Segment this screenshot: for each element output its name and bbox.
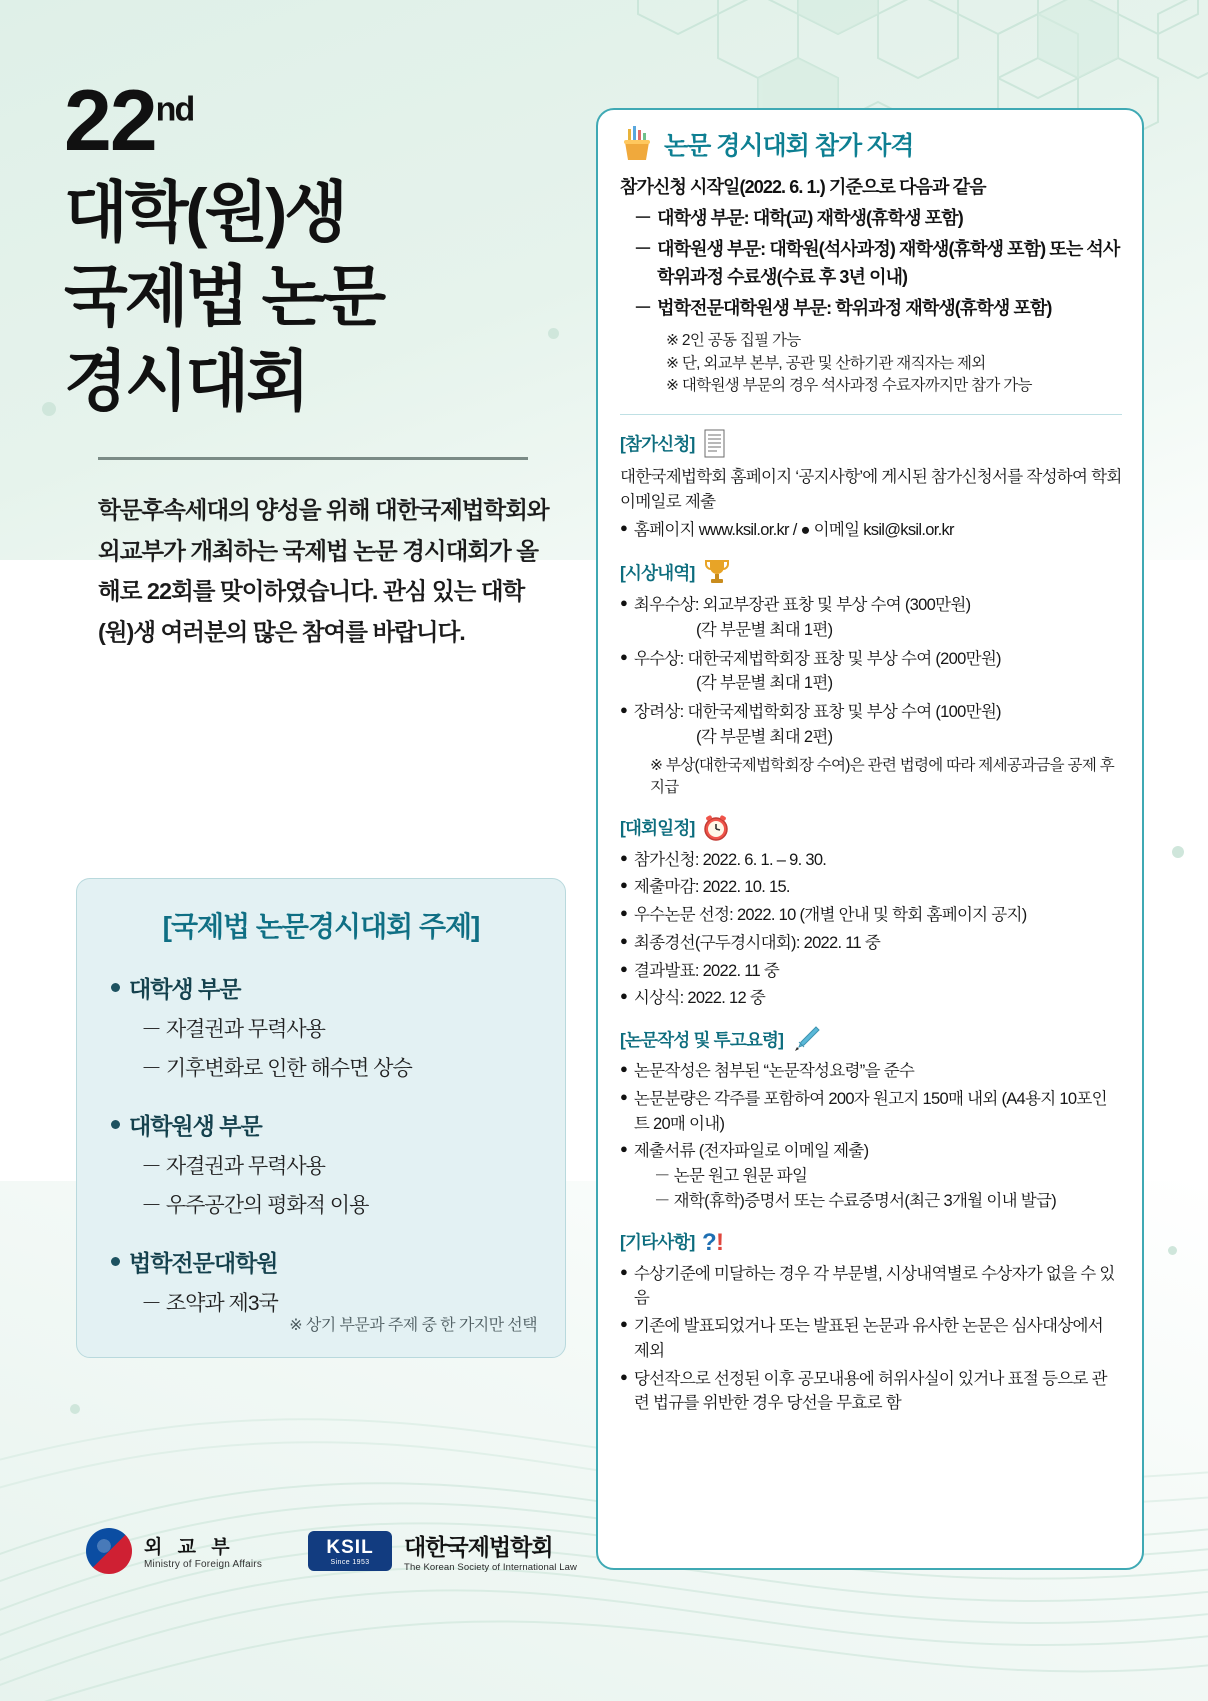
eligibility-item: [634, 236, 1122, 292]
eligibility-item-text: 대학원생 부문: 대학원(석사과정) 재학생(휴학생 포함) 또는 석사학위과정 수료생(수료 후 3년 이내): [657, 238, 1120, 287]
clock-icon: [702, 814, 730, 842]
schedule-item: [620, 986, 1122, 1011]
award-item-sub: (각 부문별 최대 1편): [696, 620, 833, 639]
eligibility-item: [634, 205, 1122, 233]
bullet-icon: ●: [620, 1141, 628, 1157]
writing-item: [620, 1139, 1122, 1164]
ksil-mark-subtext: Since 1953: [330, 1558, 370, 1566]
bullet-icon: ●: [620, 877, 628, 893]
edition-number-suffix: nd: [155, 90, 194, 129]
section-schedule-title: [620, 814, 1122, 842]
decor-dot: [42, 402, 56, 416]
etc-item: [620, 1367, 1122, 1417]
logo-ksil: [308, 1529, 577, 1573]
section-schedule-label: [대회일정]: [620, 818, 695, 839]
bullet-icon: ●: [620, 849, 628, 865]
schedule-item-text: 결과발표: 2022. 11 중: [633, 961, 780, 980]
etc-item: [620, 1262, 1122, 1312]
eligibility-item: [634, 295, 1122, 323]
section-eligibility-label: 논문 경시대회 참가 자격: [664, 132, 914, 160]
writing-item: [620, 1087, 1122, 1137]
eligibility-note: ※ 2인 공동 집필 가능: [666, 332, 801, 350]
document-icon: [702, 429, 728, 459]
etc-item: [620, 1314, 1122, 1364]
mofa-name-en: Ministry of Foreign Affairs: [144, 1559, 263, 1570]
section-writing-label: [논문작성 및 투고요령]: [620, 1029, 784, 1050]
page-title: [64, 170, 584, 423]
award-item-text: 장려상: 대한국제법학회장 표창 및 부상 수여 (100만원): [633, 703, 1001, 722]
apply-text: 대한국제법학회 홈페이지 ‘공지사항’에 게시된 참가신청서를 작성하여 학회 이메일로 제출: [620, 467, 1122, 511]
award-item-text: 최우수상: 외교부장관 표창 및 부상 수여 (300만원): [633, 596, 971, 615]
topic-item: － 조약과 제3국: [141, 1292, 278, 1315]
svg-text:!: !: [716, 1228, 724, 1256]
schedule-item: [620, 903, 1122, 928]
intro-paragraph: 학문후속세대의 양성을 위해 대한국제법학회와 외교부가 개최하는 국제법 논문 경시대회가 올해로 22회를 맞이하였습니다. 관심 있는 대학(원)생 여러분의 많은 참여를 바랍니다.: [98, 497, 549, 645]
bullet-icon: ●: [620, 648, 628, 664]
topic-group-undergraduate: [111, 971, 565, 1082]
topic-item: － 기후변화로 인한 해수면 상승: [141, 1057, 412, 1080]
schedule-item-text: 최종경선(구두경시대회): 2022. 11 중: [633, 933, 881, 952]
schedule-item: [620, 931, 1122, 956]
title-line-1: 대학(원)생: [64, 175, 345, 249]
writing-item: [620, 1059, 1122, 1084]
section-apply-label: [참가신청]: [620, 434, 695, 455]
bullet-icon: ●: [620, 702, 628, 718]
logo-row: [86, 1528, 577, 1574]
section-awards-title: [620, 557, 1122, 587]
schedule-item: [620, 959, 1122, 984]
bullet-icon: ●: [620, 1088, 628, 1104]
topics-box: [76, 878, 566, 1358]
ksil-mark-icon: [308, 1531, 392, 1571]
topic-group-label: 대학원생 부문: [129, 1113, 262, 1139]
title-line-3: 경시대회: [64, 343, 308, 418]
dash-marker: －: [634, 207, 652, 228]
eligibility-note: ※ 단, 외교부 본부, 공관 및 산하기관 재직자는 제외: [666, 354, 986, 372]
bullet-dot-icon: [111, 1257, 120, 1266]
topic-item: － 자결권과 무력사용: [141, 1018, 325, 1041]
logo-ministry-of-foreign-affairs: [86, 1528, 262, 1574]
mofa-name-ko: 외 교 부: [144, 1537, 235, 1558]
schedule-item-text: 제출마감: 2022. 10. 15.: [633, 878, 790, 897]
section-etc-title: [620, 1228, 1122, 1256]
svg-text:?: ?: [702, 1228, 717, 1256]
section-awards-label: [시상내역]: [620, 562, 695, 583]
writing-item-text: 제출서류 (전자파일로 이메일 제출): [633, 1142, 869, 1161]
schedule-item: [620, 875, 1122, 900]
award-item-sub: (각 부문별 최대 2편): [696, 727, 833, 746]
schedule-item-text: 시상식: 2022. 12 중: [633, 989, 766, 1008]
decor-dot: [1172, 846, 1184, 858]
section-eligibility-title: [620, 126, 1122, 162]
award-item-text: 우수상: 대한국제법학회장 표창 및 부상 수여 (200만원): [633, 649, 1001, 668]
bullet-icon: ●: [620, 520, 628, 536]
trophy-icon: [702, 557, 732, 587]
dash-marker: －: [634, 297, 652, 318]
writing-subitem: － 재학(휴학)증명서 또는 수료증명서(최근 3개월 이내 발급): [654, 1191, 1057, 1210]
taegeuk-icon: [86, 1528, 132, 1574]
etc-item-text: 수상기준에 미달하는 경우 각 부문별, 시상내역별로 수상자가 없을 수 있음: [633, 1264, 1115, 1308]
bullet-icon: ●: [620, 1368, 628, 1384]
pencil-cup-icon: [620, 126, 654, 162]
bullet-dot-icon: [111, 983, 120, 992]
award-item: [620, 647, 1122, 672]
info-panel: [596, 108, 1144, 1570]
writing-subitem: － 논문 원고 원문 파일: [654, 1167, 808, 1186]
decor-dot: [1168, 1246, 1177, 1255]
section-writing-title: [620, 1025, 1122, 1053]
pen-icon: [791, 1025, 821, 1053]
bullet-icon: ●: [620, 1263, 628, 1279]
topic-group-label: 대학생 부문: [129, 976, 241, 1002]
bullet-icon: ●: [620, 932, 628, 948]
schedule-item-text: 참가신청: 2022. 6. 1. – 9. 30.: [633, 850, 827, 869]
ksil-name-en: The Korean Society of International Law: [404, 1562, 577, 1573]
bullet-icon: ●: [620, 905, 628, 921]
topic-group-graduate: [111, 1108, 565, 1219]
title-line-2: 국제법 논문: [64, 259, 384, 334]
edition-number: [64, 73, 584, 169]
award-item: [620, 700, 1122, 725]
bullet-icon: ●: [620, 1316, 628, 1332]
section-apply-title: [620, 429, 1122, 459]
awards-note: ※ 부상(대한국제법학회장 수여)은 관련 법령에 따라 제세공과금을 공제 후 지급: [650, 756, 1114, 797]
section-divider: [620, 414, 1122, 415]
bullet-icon: ●: [620, 988, 628, 1004]
topic-item: － 우주공간의 평화적 이용: [141, 1194, 369, 1217]
edition-number-value: 22: [64, 73, 156, 169]
writing-item-text: 논문분량은 각주를 포함하여 200자 원고지 150매 내외 (A4용지 10포인트 20매 이내): [633, 1089, 1107, 1133]
topic-group-law-school: [111, 1245, 565, 1317]
ksil-name-ko: 대한국제법학회: [404, 1534, 553, 1560]
bullet-dot-icon: [111, 1120, 120, 1129]
question-exclamation-icon: [702, 1228, 732, 1256]
eligibility-lead: 참가신청 시작일(2022. 6. 1.) 기준으로 다음과 같음: [620, 177, 986, 197]
section-etc-label: [기타사항]: [620, 1232, 695, 1253]
topic-group-title: [111, 1245, 565, 1278]
apply-contact: [620, 518, 1122, 543]
etc-item-text: 당선작으로 선정된 이후 공모내용에 허위사실이 있거나 표절 등으로 관련 법규를 위반한 경우 당선을 무효로 함: [633, 1369, 1107, 1413]
apply-contact-text: 홈페이지 www.ksil.or.kr / ● 이메일 ksil@ksil.or.kr: [633, 521, 954, 540]
topic-group-title: [111, 1108, 565, 1141]
eligibility-note: ※ 대학원생 부문의 경우 석사과정 수료자까지만 참가 가능: [666, 377, 1032, 395]
ksil-mark-text: KSIL: [326, 1536, 374, 1558]
schedule-item-text: 우수논문 선정: 2022. 10 (개별 안내 및 학회 홈페이지 공지): [633, 906, 1027, 925]
topics-note: ※ 상기 부문과 주제 중 한 가지만 선택: [289, 1317, 537, 1334]
topic-item: － 자결권과 무력사용: [141, 1155, 325, 1178]
topics-heading: [국제법 논문경시대회 주제]: [162, 911, 480, 942]
bullet-icon: ●: [620, 960, 628, 976]
title-divider: [98, 457, 528, 460]
eligibility-item-text: 대학생 부문: 대학(교) 재학생(휴학생 포함): [657, 207, 963, 228]
award-item-sub: (각 부문별 최대 1편): [696, 674, 833, 693]
poster-left-column: [64, 73, 584, 652]
etc-item-text: 기존에 발표되었거나 또는 발표된 논문과 유사한 논문은 심사대상에서 제외: [633, 1317, 1103, 1360]
award-item: [620, 593, 1122, 618]
decor-dot: [70, 1404, 80, 1414]
schedule-item: [620, 848, 1122, 873]
writing-item-text: 논문작성은 첨부된 “논문작성요령”을 준수: [633, 1062, 915, 1081]
dash-marker: －: [634, 238, 652, 259]
eligibility-item-text: 법학전문대학원생 부문: 학위과정 재학생(휴학생 포함): [657, 297, 1052, 318]
bullet-icon: ●: [620, 1061, 628, 1077]
topic-group-label: 법학전문대학원: [129, 1250, 278, 1276]
topic-group-title: [111, 971, 565, 1004]
bullet-icon: ●: [620, 595, 628, 611]
